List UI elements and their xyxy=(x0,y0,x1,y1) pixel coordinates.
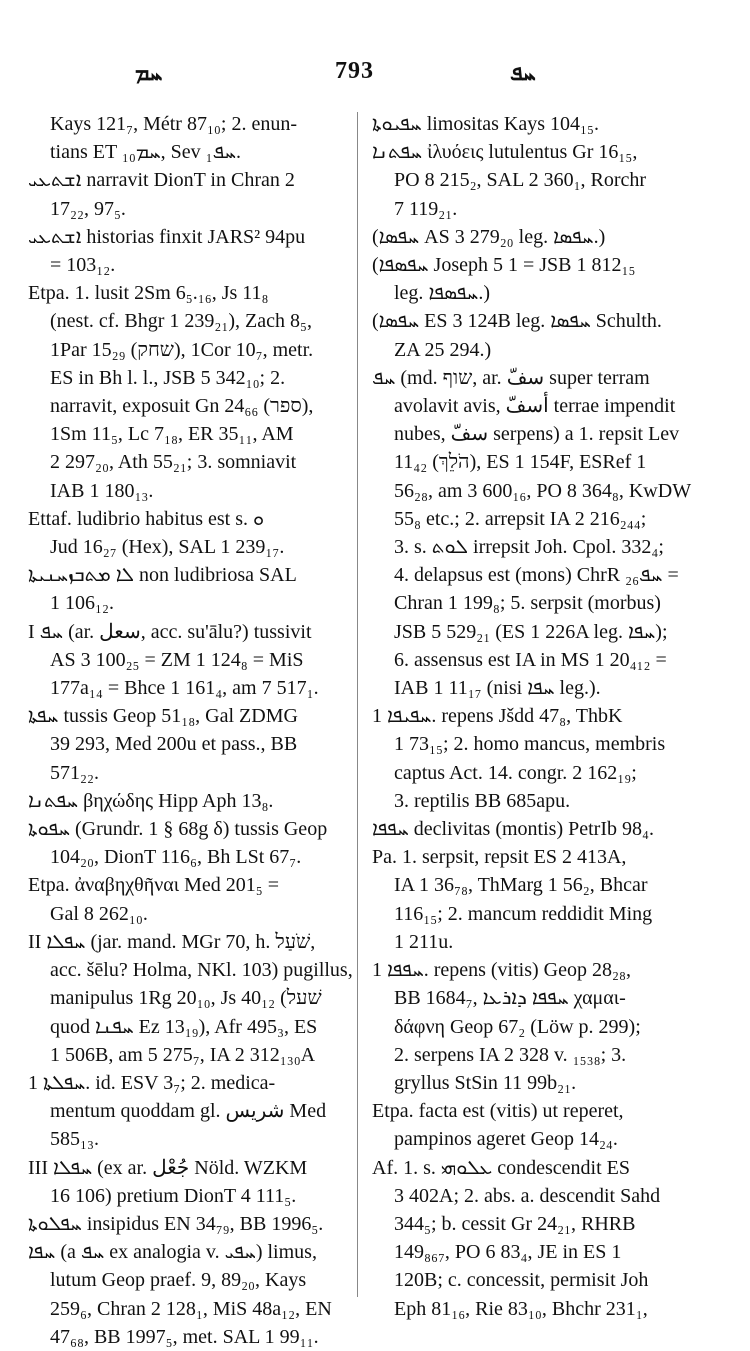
text-line: (ܚܦܣܐ ES 3 124B leg. ܚܦܣܐ Schulth. xyxy=(372,310,662,333)
text-line: 116₁₅; 2. mancum reddidit Ming xyxy=(394,902,653,925)
text-line: 17₂₂, 97₅. xyxy=(50,197,126,220)
text-line: 16 106) pretium DionT 4 111₅. xyxy=(50,1184,297,1207)
text-line: δάφνη Geop 67₂ (Löw p. 299); xyxy=(394,1015,641,1038)
text-line: 4. delapsus est (mons) ChrR ܚܦ₂₆ = xyxy=(394,564,679,587)
text-line: quod ܚܦܢܐ Ez 13₁₉), Afr 495₃, ES xyxy=(50,1015,318,1038)
left-column xyxy=(28,110,360,1351)
text-line: (nest. cf. Bhgr 1 239₂₁), Zach 8₅, xyxy=(50,310,312,333)
text-line: 1 211u. xyxy=(394,930,454,953)
text-line: ܚܦܘܬܐ (Grundr. 1 § 68g δ) tussis Geop xyxy=(28,818,328,841)
text-line: 6. assensus est IA in MS 1 20₄₁₂ = xyxy=(394,648,667,671)
text-line: (ܚܦܣܦܐ Joseph 5 1 = JSB 1 812₁₅ xyxy=(372,254,636,277)
text-line: ܚܦܬܢܐ βηχώδης Hipp Aph 13₈. xyxy=(28,789,274,812)
text-line: 55₈ etc.; 2. arrepsit IA 2 216₂₄₄; xyxy=(394,507,647,530)
text-line: II ܚܦܠܐ (jar. mand. MGr 70, h. שֹׁעַל, xyxy=(28,930,316,953)
text-line: avolavit avis, أسفّ terrae impendit xyxy=(394,395,676,418)
text-line: ܚܦܝܘܬܐ limositas Kays 104₁₅. xyxy=(372,113,599,135)
text-line: Etpa. facta est (vitis) ut reperet, xyxy=(372,1100,624,1123)
text-line: pampinos ageret Geop 14₂₄. xyxy=(394,1128,618,1151)
text-line: 1 106₁₂. xyxy=(50,592,114,615)
text-line: ܚܦ (md. שוף, ar. سفّ super terram xyxy=(372,366,650,389)
text-line: 571₂₂. xyxy=(50,761,99,784)
text-line: ܚܦܦܐ 1. repens (vitis) Geop 28₂₈, xyxy=(372,959,631,982)
text-line: 120B; c. concessit, permisit Joh xyxy=(394,1269,649,1292)
text-line: Af. 1. s. ܥܠܘܗܝ condescendit ES xyxy=(372,1156,630,1179)
text-line: JSB 5 529₂₁ (ES 1 226A leg. ܚܦܐ); xyxy=(394,620,668,643)
text-line: IAB 1 180₁₃. xyxy=(50,479,154,502)
text-line: 1 506B, am 5 275₇, IA 2 312₁₃₀A xyxy=(50,1043,316,1066)
text-line: manipulus 1Rg 20₁₀, Js 40₁₂ (שׁעל xyxy=(50,987,322,1010)
text-line: 39 293, Med 200u et pass., BB xyxy=(50,733,298,756)
text-line: 2 297₂₀, Ath 55₂₁; 3. somniavit xyxy=(50,451,297,474)
text-line: leg. ܚܦܣܦܐ.) xyxy=(394,282,490,305)
header-right-catchword: ܚܦ xyxy=(510,60,536,85)
text-line: ܐܫܬܥܝ narravit DionT in Chran 2 xyxy=(28,169,295,192)
text-line: 3 402A; 2. abs. a. descendit Sahd xyxy=(394,1184,661,1207)
text-line: ܚܦܠܬܐ 1. id. ESV 3₇; 2. medica- xyxy=(28,1071,276,1094)
text-line: 2. serpens IA 2 328 v. ₁₅₃₈; 3. xyxy=(394,1043,627,1066)
text-line: Jud 16₂₇ (Hex), SAL 1 239₁₇. xyxy=(50,536,285,559)
text-line: 104₂₀, DionT 116₆, Bh LSt 67₇. xyxy=(50,846,302,869)
text-line: Ettaf. ludibrio habitus est s. ܘ xyxy=(28,507,265,530)
text-line: 3. reptilis BB 685apu. xyxy=(394,789,571,812)
text-line: ܚܦܐ (a ܚܦ ex analogia v. ܚܦܝ) limus, xyxy=(28,1241,317,1264)
text-line: captus Act. 14. congr. 2 162₁₉; xyxy=(394,761,637,784)
text-line: tians ET ܚܡ₁₀, Sev ܚܦ₁. xyxy=(50,141,242,164)
text-line: 1 73₁₅; 2. homo mancus, membris xyxy=(394,733,666,756)
text-line: mentum quoddam gl. شريس Med xyxy=(50,1100,327,1123)
text-line: nubes, سفّ serpens) a 1. repsit Lev xyxy=(394,423,680,446)
text-line: 259₆, Chran 2 128₁, MiS 48a₁₂, EN xyxy=(50,1297,332,1320)
right-column xyxy=(372,110,709,1323)
text-line: 149₈₆₇, PO 6 83₄, JE in ES 1 xyxy=(394,1241,622,1264)
text-line: narravit, exposuit Gn 24₆₆ (ספר), xyxy=(50,395,314,418)
text-line: acc. šēlu? Holma, NKl. 103) pugillus, xyxy=(50,959,353,982)
text-line: ܚܦܦܐ declivitas (montis) PetrIb 98₄. xyxy=(372,818,654,841)
text-line: I ܚܦ (ar. سعل, acc. su'ālu?) tussivit xyxy=(28,620,312,643)
text-line: III ܚܦܠܐ (ex ar. جُعْل Nöld. WZKM xyxy=(28,1156,308,1179)
text-line: ܚܦܝܦܐ 1. repens Jšdd 47₈, ThbK xyxy=(372,705,623,728)
text-line: 3. s. ܠܘܬ irrepsit Joh. Cpol. 332₄; xyxy=(394,536,664,559)
text-line: Etpa. 1. lusit 2Sm 6₅.₁₆, Js 11₈ xyxy=(28,282,269,305)
text-line: ܚܦܠܘܬܐ insipidus EN 34₇₉, BB 1996₅. xyxy=(28,1212,324,1235)
text-line: 585₁₃. xyxy=(50,1128,99,1151)
text-line: 1Sm 11₅, Lc 7₁₈, ER 35₁₁, AM xyxy=(50,423,294,446)
text-line: IAB 1 11₁₇ (nisi ܚܦܐ leg.). xyxy=(394,677,601,700)
text-line: ܠܐ ܡܬܒܙܚܢܝܬܐ non ludibriosa SAL xyxy=(28,564,297,587)
text-line: Etpa. ἀναβηχθῆναι Med 201₅ = xyxy=(28,874,280,897)
text-line: Gal 8 262₁₀. xyxy=(50,902,148,925)
text-line: ܚܦܬܐ tussis Geop 51₁₈, Gal ZDMG xyxy=(28,705,298,728)
text-line: gryllus StSin 11 99b₂₁. xyxy=(394,1071,577,1094)
text-line: lutum Geop praef. 9, 89₂₀, Kays xyxy=(50,1269,307,1292)
text-line: 1Par 15₂₉ (שחק), 1Cor 10₇, metr. xyxy=(50,338,314,361)
text-line: Chran 1 199₈; 5. serpsit (morbus) xyxy=(394,592,661,615)
text-line: 56₂₈, am 3 600₁₆, PO 8 364₈, KwDW xyxy=(394,479,692,502)
text-line: ܚܦܬܢܐ ἰλυόεις lutulentus Gr 16₁₅, xyxy=(372,141,638,164)
text-line: 11₄₂ (הֹלֵךְ), ES 1 154F, ESRef 1 xyxy=(394,451,647,474)
text-line: BB 1684₇, ܚܦܦܐ ܕܐܪܥܐ χαμαι- xyxy=(394,987,626,1010)
header-left-catchword: ܚܡ xyxy=(135,60,163,85)
page-number: 793 xyxy=(335,58,374,84)
text-line: = 103₁₂. xyxy=(50,254,116,277)
text-line: AS 3 100₂₅ = ZM 1 124₈ = MiS xyxy=(50,648,304,671)
text-line: IA 1 36₇₈, ThMarg 1 56₂, Bhcar xyxy=(394,874,648,897)
text-line: ܐܫܬܥܝ historias finxit JARS² 94pu xyxy=(28,225,306,248)
text-line: 344₅; b. cessit Gr 24₂₁, RHRB xyxy=(394,1212,636,1235)
text-line: ES in Bh l. l., JSB 5 342₁₀; 2. xyxy=(50,366,286,389)
text-line: 47₆₈, BB 1997₅, met. SAL 1 99₁₁. xyxy=(50,1325,319,1348)
text-line: Pa. 1. serpsit, repsit ES 2 413A, xyxy=(372,846,627,869)
text-line: PO 8 215₂, SAL 2 360₁, Rorchr xyxy=(394,169,647,192)
text-line: Kays 121₇, Métr 87₁₀; 2. enun- xyxy=(50,113,297,135)
text-line: 177a₁₄ = Bhce 1 161₄, am 7 517₁. xyxy=(50,677,319,700)
text-line: (ܚܦܣܐ AS 3 279₂₀ leg. ܚܦܣܐ.) xyxy=(372,225,606,248)
text-line: Eph 81₁₆, Rie 83₁₀, Bhchr 231₁, xyxy=(394,1297,648,1320)
text-line: 7 119₂₁. xyxy=(394,197,458,220)
text-line: ZA 25 294.) xyxy=(394,338,492,361)
